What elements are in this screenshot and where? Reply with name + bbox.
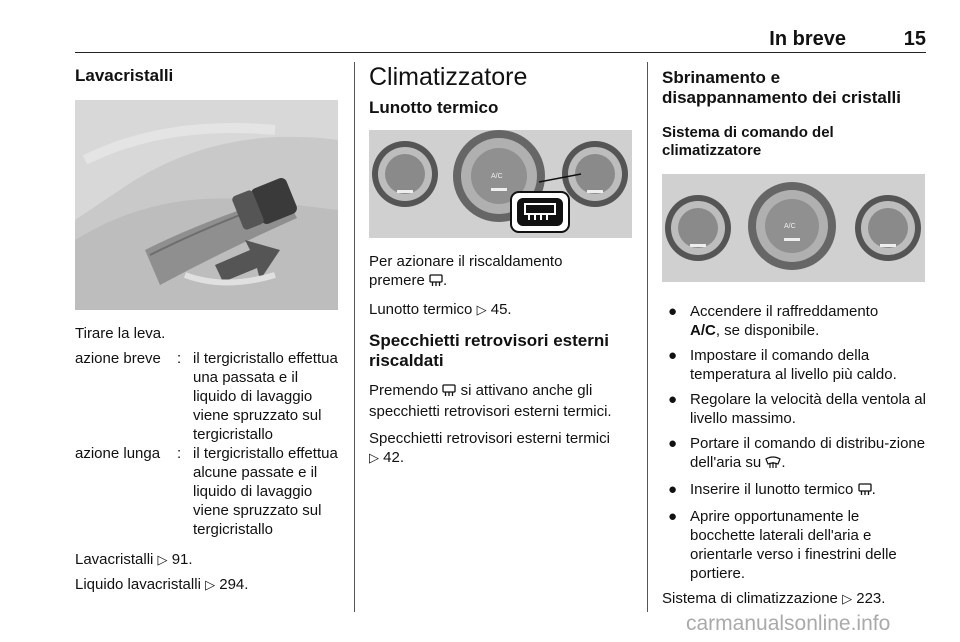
reference-lunotto: Lunotto termico ▷ 45. [369,301,512,318]
list-item: ● Impostare il comando della temperatura al livello più caldo. [668,347,897,383]
defrost-steps-list [662,302,928,583]
list-item: ● Inserire il lunotto termico . [662,480,928,501]
term: azione lunga [75,445,161,462]
climate-panel-illustration [369,130,632,238]
heading-sbrinamento: Sbrinamento e disappannamento dei cristalli [662,68,902,107]
column-climate [369,62,634,467]
wiper-lever-illustration [75,100,338,310]
ref-arrow-icon: ▷ [476,302,487,317]
ref-arrow-icon: ▷ [157,552,168,567]
svg-text:A/C: A/C [491,173,503,180]
ref-arrow-icon: ▷ [369,450,379,465]
paragraph-lunotto: Per azionare il riscaldamento premere . [369,252,634,292]
paragraph-specchietti: Premendo si attivano anche gli specchietti retrovisori esterni termici. [369,382,612,420]
heading-climatizzatore: Climatizzatore [369,63,528,91]
heading-specchietti: Specchietti retrovisori esterni riscaldati [369,331,609,370]
column-divider [647,62,648,612]
list-item: ● Portare il comando di distribu-zione dell'aria su . [662,434,928,474]
table-row [75,349,343,444]
reference-climatizzazione: Sistema di climatizzazione ▷ 223. [662,590,886,607]
section-title: In breve [769,28,846,50]
list-item: ● Accendere il raffreddamento A/C, se disponibile. [668,303,879,339]
reference-liquido: Liquido lavacristalli ▷ 294. [75,576,249,593]
page-number: 15 [903,28,926,50]
rear-window-heater-icon [429,273,443,292]
description: il tergicristallo effettua una passata e il liquido di lavaggio viene spruzzato sul tergicristallo [193,350,338,443]
svg-text:A/C: A/C [784,223,796,230]
climate-controls-illustration [662,174,925,282]
list-item: ● Aprire opportunamente le bocchette laterali dell'aria e orientarle verso i finestrini delle portiere. [668,508,897,582]
wiper-actions-table [75,349,343,539]
separator: : [177,350,182,367]
heading-lunotto: Lunotto termico [369,98,499,117]
reference-specchietti: Specchietti retrovisori esterni termici ▷ 42. [369,430,610,466]
heading-lavacristalli: Lavacristalli [75,66,174,85]
column-divider [354,62,355,612]
reference-lavacristalli: Lavacristalli ▷ 91. [75,551,193,568]
watermark: carmanualsonline.info [686,612,891,635]
page-header [75,26,926,53]
term: azione breve [75,350,161,367]
windscreen-defrost-icon [765,455,781,474]
heading-sistema: Sistema di comando del climatizzatore [662,124,834,159]
ref-arrow-icon: ▷ [205,577,216,592]
separator: : [177,445,182,462]
table-row [75,444,343,539]
description: il tergicristallo effettua alcune passate e il liquido di lavaggio viene spruzzato sul tergicristallo [193,445,338,538]
column-wiper [75,62,343,594]
column-defrost [662,62,928,608]
ref-arrow-icon: ▷ [842,591,853,606]
caption: Tirare la leva. [75,325,166,342]
list-item: ● Regolare la velocità della ventola al livello massimo. [668,391,926,427]
rear-window-heater-icon [858,482,872,501]
rear-window-heater-icon [442,383,456,402]
